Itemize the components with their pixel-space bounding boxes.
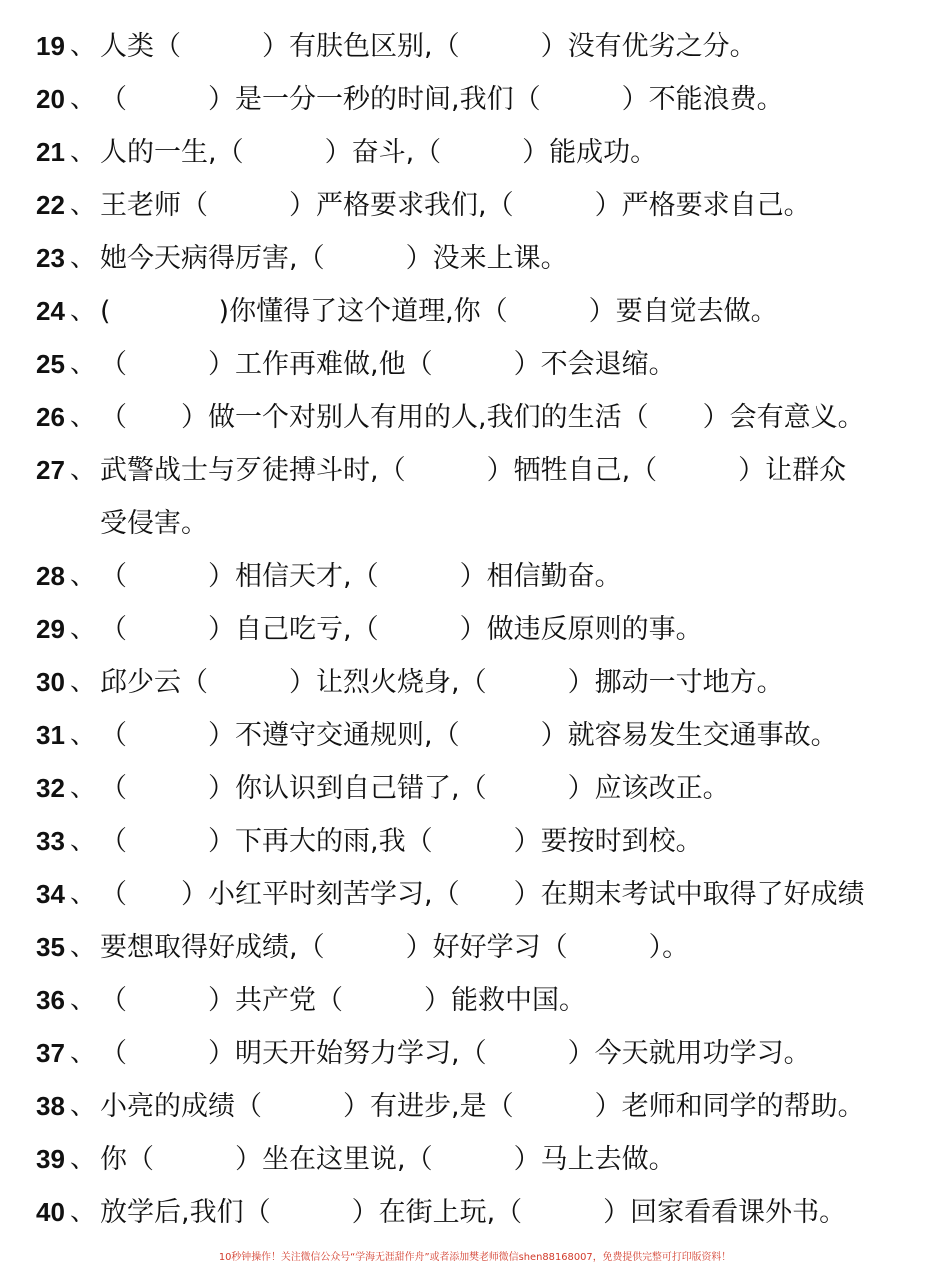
question-number: 26 bbox=[36, 402, 65, 432]
question-number: 36 bbox=[36, 985, 65, 1015]
question-text: （ ）自己吃亏,（ ）做违反原则的事。 bbox=[100, 614, 703, 645]
question-separator: 、 bbox=[70, 773, 97, 803]
question-separator: 、 bbox=[70, 349, 97, 379]
question-number: 27 bbox=[36, 455, 65, 485]
question-number: 35 bbox=[36, 932, 65, 962]
question-33 bbox=[0, 815, 950, 868]
question-text: 武警战士与歹徒搏斗时,（ ）牺牲自己,（ ）让群众 bbox=[100, 455, 847, 486]
question-separator: 、 bbox=[70, 1038, 97, 1068]
question-text: （ ）工作再难做,他（ ）不会退缩。 bbox=[100, 349, 676, 380]
question-text: （ ）是一分一秒的时间,我们（ ）不能浪费。 bbox=[100, 84, 784, 115]
footer-note: 10秒钟操作！关注微信公众号“学海无涯甜作舟”或者添加樊老师微信shen88168007，免费提供完整可打印版资料！ bbox=[218, 1252, 732, 1263]
question-number: 38 bbox=[36, 1091, 65, 1121]
question-number: 23 bbox=[36, 243, 65, 273]
question-number: 20 bbox=[36, 84, 65, 114]
question-separator: 、 bbox=[70, 879, 97, 909]
question-text: 邱少云（ ）让烈火烧身,（ ）挪动一寸地方。 bbox=[100, 667, 784, 698]
question-25 bbox=[0, 338, 950, 391]
question-separator: 、 bbox=[70, 720, 97, 750]
question-40 bbox=[0, 1186, 950, 1239]
question-number: 32 bbox=[36, 773, 65, 803]
question-text: （ ）不遵守交通规则,（ ）就容易发生交通事故。 bbox=[100, 720, 838, 751]
question-27 bbox=[0, 444, 950, 497]
question-number: 31 bbox=[36, 720, 65, 750]
question-number: 25 bbox=[36, 349, 65, 379]
question-text: 你（ ）坐在这里说,（ ）马上去做。 bbox=[100, 1144, 676, 1175]
question-37 bbox=[0, 1027, 950, 1080]
question-text: （ ）共产党（ ）能救中国。 bbox=[100, 985, 586, 1016]
question-text: 小亮的成绩（ ）有进步,是（ ）老师和同学的帮助。 bbox=[100, 1091, 865, 1122]
question-19 bbox=[0, 20, 950, 73]
question-separator: 、 bbox=[70, 826, 97, 856]
question-22 bbox=[0, 179, 950, 232]
question-23 bbox=[0, 232, 950, 285]
question-text: 人的一生,（ ）奋斗,（ ）能成功。 bbox=[100, 137, 658, 168]
question-30 bbox=[0, 656, 950, 709]
worksheet bbox=[0, 20, 950, 1239]
question-number: 37 bbox=[36, 1038, 65, 1068]
question-text-continuation: 受侵害。 bbox=[100, 508, 208, 539]
question-text: （ ）相信天才,（ ）相信勤奋。 bbox=[100, 561, 622, 592]
question-36 bbox=[0, 974, 950, 1027]
question-separator: 、 bbox=[70, 402, 97, 432]
question-separator: 、 bbox=[70, 932, 97, 962]
question-number: 40 bbox=[36, 1197, 65, 1227]
question-number: 30 bbox=[36, 667, 65, 697]
question-28 bbox=[0, 550, 950, 603]
question-number: 22 bbox=[36, 190, 65, 220]
question-separator: 、 bbox=[70, 985, 97, 1015]
question-number: 34 bbox=[36, 879, 65, 909]
question-number: 21 bbox=[36, 137, 65, 167]
question-separator: 、 bbox=[70, 455, 97, 485]
question-34 bbox=[0, 868, 950, 921]
question-35 bbox=[0, 921, 950, 974]
question-24 bbox=[0, 285, 950, 338]
question-separator: 、 bbox=[70, 1091, 97, 1121]
question-separator: 、 bbox=[70, 190, 97, 220]
question-27-continuation bbox=[0, 497, 950, 550]
question-text: 要想取得好成绩,（ ）好好学习（ ）。 bbox=[100, 932, 690, 963]
question-26 bbox=[0, 391, 950, 444]
question-text: （ ）做一个对别人有用的人,我们的生活（ ）会有意义。 bbox=[100, 402, 865, 433]
question-38 bbox=[0, 1080, 950, 1133]
question-separator: 、 bbox=[70, 137, 97, 167]
question-text: 放学后,我们（ ）在街上玩,（ ）回家看看课外书。 bbox=[100, 1197, 847, 1228]
question-32 bbox=[0, 762, 950, 815]
question-number: 29 bbox=[36, 614, 65, 644]
question-separator: 、 bbox=[70, 296, 97, 326]
question-separator: 、 bbox=[70, 243, 97, 273]
question-separator: 、 bbox=[70, 84, 97, 114]
question-separator: 、 bbox=[70, 614, 97, 644]
question-29 bbox=[0, 603, 950, 656]
question-number: 24 bbox=[36, 296, 65, 326]
question-separator: 、 bbox=[70, 561, 97, 591]
question-separator: 、 bbox=[70, 667, 97, 697]
question-text: 人类（ ）有肤色区别,（ ）没有优劣之分。 bbox=[100, 31, 757, 62]
question-text: （ ）明天开始努力学习,（ ）今天就用功学习。 bbox=[100, 1038, 811, 1069]
question-text: 她今天病得厉害,（ ）没来上课。 bbox=[100, 243, 568, 274]
question-text: ( )你懂得了这个道理,你（ ）要自觉去做。 bbox=[100, 296, 778, 327]
question-text: 王老师（ ）严格要求我们,（ ）严格要求自己。 bbox=[100, 190, 811, 221]
question-separator: 、 bbox=[70, 1144, 97, 1174]
question-text: （ ）你认识到自己错了,（ ）应该改正。 bbox=[100, 773, 730, 804]
question-separator: 、 bbox=[70, 31, 97, 61]
question-31 bbox=[0, 709, 950, 762]
question-21 bbox=[0, 126, 950, 179]
question-number: 19 bbox=[36, 31, 65, 61]
question-20 bbox=[0, 73, 950, 126]
question-39 bbox=[0, 1133, 950, 1186]
question-number: 28 bbox=[36, 561, 65, 591]
question-number: 39 bbox=[36, 1144, 65, 1174]
question-text: （ ）下再大的雨,我（ ）要按时到校。 bbox=[100, 826, 703, 857]
question-number: 33 bbox=[36, 826, 65, 856]
question-text: （ ）小红平时刻苦学习,（ ）在期末考试中取得了好成绩 bbox=[100, 879, 865, 910]
question-separator: 、 bbox=[70, 1197, 97, 1227]
